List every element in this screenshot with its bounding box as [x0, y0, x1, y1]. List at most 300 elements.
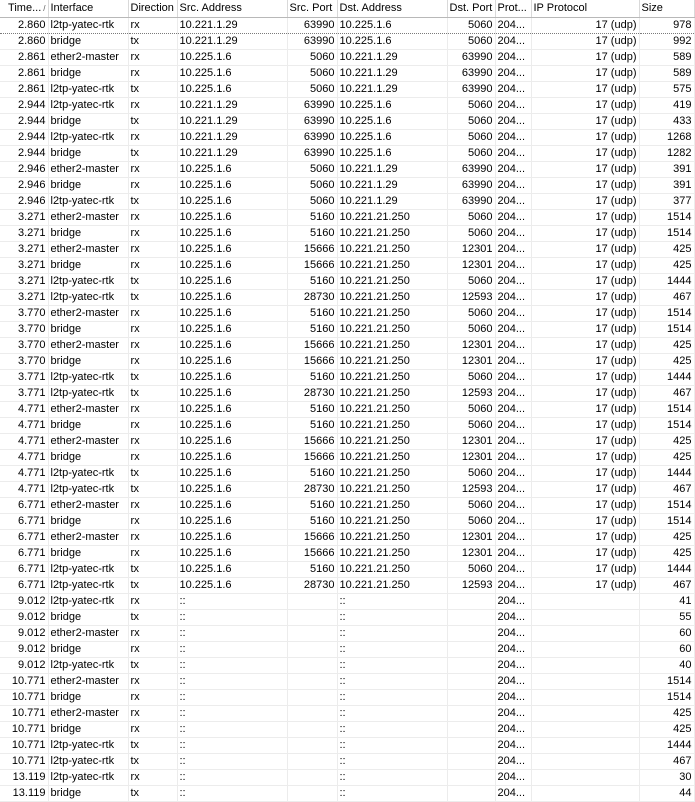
- cell-direction: tx: [128, 34, 177, 50]
- cell-dst-address: 10.221.21.250: [337, 498, 447, 514]
- cell-direction: tx: [128, 274, 177, 290]
- cell-dst-address: ::: [337, 674, 447, 690]
- cell-src-address: ::: [177, 770, 287, 786]
- cell-interface: ether2-master: [48, 210, 128, 226]
- cell-src-address: 10.225.1.6: [177, 242, 287, 258]
- table-row[interactable]: [0, 514, 694, 530]
- cell-direction: rx: [128, 306, 177, 322]
- cell-time: 4.771: [0, 434, 48, 450]
- cell-dst-address: 10.221.21.250: [337, 386, 447, 402]
- cell-src-address: ::: [177, 658, 287, 674]
- cell-ip-protocol: 17 (udp): [531, 402, 639, 418]
- cell-size: 425: [639, 338, 694, 354]
- cell-src-port: 63990: [287, 130, 337, 146]
- table-row[interactable]: [0, 210, 694, 226]
- cell-protocol: 204...: [495, 498, 531, 514]
- cell-src-address: 10.225.1.6: [177, 466, 287, 482]
- cell-time: 6.771: [0, 514, 48, 530]
- cell-protocol: 204...: [495, 50, 531, 66]
- table-row[interactable]: [0, 722, 694, 738]
- cell-protocol: 204...: [495, 786, 531, 802]
- cell-dst-port: 12301: [447, 338, 495, 354]
- table-row[interactable]: [0, 434, 694, 450]
- cell-dst-port: [447, 738, 495, 754]
- cell-direction: tx: [128, 610, 177, 626]
- cell-dst-port: 63990: [447, 178, 495, 194]
- table-row[interactable]: [0, 322, 694, 338]
- cell-src-port: [287, 594, 337, 610]
- column-header-dst-port[interactable]: Dst. Port: [447, 0, 495, 18]
- cell-time: 2.861: [0, 50, 48, 66]
- cell-direction: rx: [128, 210, 177, 226]
- table-row[interactable]: [0, 146, 694, 162]
- cell-size: 425: [639, 530, 694, 546]
- cell-protocol: 204...: [495, 162, 531, 178]
- cell-protocol: 204...: [495, 210, 531, 226]
- cell-ip-protocol: 17 (udp): [531, 562, 639, 578]
- cell-ip-protocol: 17 (udp): [531, 354, 639, 370]
- cell-dst-address: 10.221.1.29: [337, 82, 447, 98]
- cell-dst-port: 5060: [447, 18, 495, 34]
- cell-dst-port: 12593: [447, 578, 495, 594]
- cell-interface: ether2-master: [48, 626, 128, 642]
- cell-time: 10.771: [0, 706, 48, 722]
- cell-interface: l2tp-yatec-rtk: [48, 98, 128, 114]
- cell-src-address: ::: [177, 610, 287, 626]
- cell-ip-protocol: 17 (udp): [531, 130, 639, 146]
- table-row[interactable]: [0, 658, 694, 674]
- table-row[interactable]: [0, 130, 694, 146]
- cell-src-address: 10.225.1.6: [177, 210, 287, 226]
- cell-dst-address: 10.221.21.250: [337, 434, 447, 450]
- cell-time: 4.771: [0, 466, 48, 482]
- cell-direction: rx: [128, 434, 177, 450]
- cell-dst-port: 12301: [447, 434, 495, 450]
- cell-size: 60: [639, 626, 694, 642]
- cell-src-address: 10.225.1.6: [177, 370, 287, 386]
- table-row[interactable]: [0, 786, 694, 802]
- table-row[interactable]: [0, 34, 694, 50]
- column-header-time-label: Time...: [8, 2, 42, 14]
- cell-dst-address: 10.221.21.250: [337, 258, 447, 274]
- cell-interface: ether2-master: [48, 674, 128, 690]
- cell-interface: bridge: [48, 354, 128, 370]
- cell-ip-protocol: [531, 674, 639, 690]
- cell-direction: rx: [128, 706, 177, 722]
- cell-ip-protocol: 17 (udp): [531, 578, 639, 594]
- cell-time: 2.946: [0, 162, 48, 178]
- cell-interface: bridge: [48, 722, 128, 738]
- cell-dst-port: 12301: [447, 530, 495, 546]
- cell-src-port: 28730: [287, 386, 337, 402]
- cell-src-address: 10.225.1.6: [177, 418, 287, 434]
- cell-dst-port: [447, 674, 495, 690]
- cell-ip-protocol: [531, 786, 639, 802]
- packet-rows: [0, 18, 694, 802]
- cell-protocol: 204...: [495, 130, 531, 146]
- table-row[interactable]: [0, 98, 694, 114]
- cell-size: 1444: [639, 738, 694, 754]
- cell-time: 9.012: [0, 642, 48, 658]
- cell-src-port: [287, 642, 337, 658]
- table-row[interactable]: [0, 562, 694, 578]
- cell-protocol: 204...: [495, 642, 531, 658]
- cell-src-port: 5160: [287, 306, 337, 322]
- cell-interface: l2tp-yatec-rtk: [48, 274, 128, 290]
- cell-time: 3.770: [0, 306, 48, 322]
- cell-src-port: [287, 674, 337, 690]
- cell-direction: rx: [128, 242, 177, 258]
- table-row[interactable]: [0, 690, 694, 706]
- column-header-size[interactable]: Size: [639, 0, 694, 18]
- cell-src-address: ::: [177, 594, 287, 610]
- cell-dst-address: ::: [337, 722, 447, 738]
- cell-src-port: 5160: [287, 210, 337, 226]
- cell-dst-address: 10.221.21.250: [337, 322, 447, 338]
- cell-interface: l2tp-yatec-rtk: [48, 194, 128, 210]
- cell-time: 2.861: [0, 82, 48, 98]
- cell-interface: bridge: [48, 546, 128, 562]
- cell-direction: tx: [128, 114, 177, 130]
- table-row[interactable]: [0, 674, 694, 690]
- cell-direction: rx: [128, 130, 177, 146]
- cell-interface: l2tp-yatec-rtk: [48, 770, 128, 786]
- cell-ip-protocol: 17 (udp): [531, 194, 639, 210]
- cell-protocol: 204...: [495, 674, 531, 690]
- cell-ip-protocol: 17 (udp): [531, 338, 639, 354]
- cell-direction: tx: [128, 194, 177, 210]
- cell-dst-address: 10.221.21.250: [337, 354, 447, 370]
- table-row[interactable]: [0, 290, 694, 306]
- cell-protocol: 204...: [495, 722, 531, 738]
- cell-time: 6.771: [0, 530, 48, 546]
- table-row[interactable]: [0, 386, 694, 402]
- cell-dst-address: ::: [337, 690, 447, 706]
- cell-ip-protocol: 17 (udp): [531, 18, 639, 34]
- cell-interface: bridge: [48, 226, 128, 242]
- cell-dst-port: 5060: [447, 418, 495, 434]
- cell-interface: l2tp-yatec-rtk: [48, 738, 128, 754]
- table-row[interactable]: [0, 482, 694, 498]
- cell-src-port: 5060: [287, 178, 337, 194]
- cell-protocol: 204...: [495, 418, 531, 434]
- cell-dst-address: 10.225.1.6: [337, 130, 447, 146]
- cell-src-port: 15666: [287, 338, 337, 354]
- table-row[interactable]: [0, 338, 694, 354]
- table-row[interactable]: [0, 66, 694, 82]
- cell-direction: rx: [128, 642, 177, 658]
- cell-interface: ether2-master: [48, 498, 128, 514]
- cell-src-address: 10.225.1.6: [177, 290, 287, 306]
- cell-src-address: 10.225.1.6: [177, 562, 287, 578]
- table-row[interactable]: [0, 18, 694, 34]
- cell-ip-protocol: 17 (udp): [531, 178, 639, 194]
- cell-src-address: 10.225.1.6: [177, 450, 287, 466]
- column-header-dst-address[interactable]: Dst. Address: [337, 0, 447, 18]
- cell-protocol: 204...: [495, 626, 531, 642]
- cell-direction: rx: [128, 546, 177, 562]
- cell-ip-protocol: [531, 754, 639, 770]
- cell-ip-protocol: 17 (udp): [531, 322, 639, 338]
- cell-size: 391: [639, 178, 694, 194]
- table-row[interactable]: [0, 706, 694, 722]
- cell-dst-address: 10.221.21.250: [337, 370, 447, 386]
- cell-direction: rx: [128, 402, 177, 418]
- cell-src-port: 5160: [287, 370, 337, 386]
- cell-size: 1514: [639, 402, 694, 418]
- cell-direction: rx: [128, 18, 177, 34]
- cell-size: 44: [639, 786, 694, 802]
- cell-dst-port: 12593: [447, 482, 495, 498]
- cell-ip-protocol: 17 (udp): [531, 434, 639, 450]
- table-row[interactable]: [0, 82, 694, 98]
- column-header-interface[interactable]: Interface: [48, 0, 128, 18]
- cell-dst-port: [447, 594, 495, 610]
- table-row[interactable]: [0, 274, 694, 290]
- column-header-protocol[interactable]: Prot...: [495, 0, 531, 18]
- cell-dst-port: 5060: [447, 466, 495, 482]
- cell-protocol: 204...: [495, 322, 531, 338]
- cell-src-address: ::: [177, 738, 287, 754]
- cell-protocol: 204...: [495, 370, 531, 386]
- table-row[interactable]: [0, 162, 694, 178]
- cell-dst-address: 10.221.21.250: [337, 546, 447, 562]
- cell-size: 425: [639, 706, 694, 722]
- cell-protocol: 204...: [495, 242, 531, 258]
- cell-interface: bridge: [48, 146, 128, 162]
- cell-src-port: 5160: [287, 322, 337, 338]
- cell-time: 10.771: [0, 738, 48, 754]
- cell-direction: rx: [128, 690, 177, 706]
- cell-direction: rx: [128, 258, 177, 274]
- table-row[interactable]: [0, 226, 694, 242]
- table-row[interactable]: [0, 370, 694, 386]
- cell-dst-address: 10.221.21.250: [337, 242, 447, 258]
- column-header-src-port[interactable]: Src. Port: [287, 0, 337, 18]
- cell-interface: l2tp-yatec-rtk: [48, 482, 128, 498]
- cell-direction: rx: [128, 338, 177, 354]
- cell-time: 4.771: [0, 482, 48, 498]
- cell-interface: l2tp-yatec-rtk: [48, 754, 128, 770]
- table-row[interactable]: [0, 610, 694, 626]
- cell-size: 55: [639, 610, 694, 626]
- cell-interface: ether2-master: [48, 434, 128, 450]
- cell-dst-port: 12593: [447, 290, 495, 306]
- cell-protocol: 204...: [495, 754, 531, 770]
- cell-src-port: [287, 770, 337, 786]
- cell-src-port: [287, 626, 337, 642]
- cell-size: 1514: [639, 674, 694, 690]
- cell-src-port: 15666: [287, 354, 337, 370]
- cell-size: 1514: [639, 514, 694, 530]
- table-row[interactable]: [0, 770, 694, 786]
- table-row[interactable]: [0, 626, 694, 642]
- cell-size: 467: [639, 386, 694, 402]
- cell-time: 10.771: [0, 754, 48, 770]
- cell-dst-address: ::: [337, 786, 447, 802]
- column-header-src-address[interactable]: Src. Address: [177, 0, 287, 18]
- table-row[interactable]: [0, 402, 694, 418]
- cell-direction: tx: [128, 738, 177, 754]
- cell-size: 589: [639, 66, 694, 82]
- cell-src-address: 10.225.1.6: [177, 498, 287, 514]
- cell-direction: rx: [128, 226, 177, 242]
- cell-protocol: 204...: [495, 354, 531, 370]
- cell-src-address: 10.225.1.6: [177, 82, 287, 98]
- table-row[interactable]: [0, 242, 694, 258]
- cell-size: 425: [639, 434, 694, 450]
- cell-interface: l2tp-yatec-rtk: [48, 386, 128, 402]
- cell-size: 1444: [639, 274, 694, 290]
- cell-interface: bridge: [48, 34, 128, 50]
- cell-direction: rx: [128, 530, 177, 546]
- cell-time: 6.771: [0, 578, 48, 594]
- table-row[interactable]: [0, 306, 694, 322]
- cell-src-address: 10.225.1.6: [177, 306, 287, 322]
- cell-time: 4.771: [0, 402, 48, 418]
- cell-dst-port: 5060: [447, 322, 495, 338]
- cell-protocol: 204...: [495, 226, 531, 242]
- cell-dst-address: 10.225.1.6: [337, 146, 447, 162]
- cell-size: 391: [639, 162, 694, 178]
- table-row[interactable]: [0, 754, 694, 770]
- cell-dst-address: 10.221.21.250: [337, 210, 447, 226]
- cell-src-address: 10.221.1.29: [177, 130, 287, 146]
- cell-dst-address: ::: [337, 642, 447, 658]
- table-row[interactable]: [0, 354, 694, 370]
- cell-src-address: ::: [177, 626, 287, 642]
- cell-src-address: 10.225.1.6: [177, 50, 287, 66]
- cell-direction: tx: [128, 754, 177, 770]
- cell-dst-port: 63990: [447, 162, 495, 178]
- cell-dst-port: [447, 642, 495, 658]
- table-row[interactable]: [0, 418, 694, 434]
- table-row[interactable]: [0, 178, 694, 194]
- table-row[interactable]: [0, 530, 694, 546]
- cell-src-address: 10.225.1.6: [177, 338, 287, 354]
- cell-protocol: 204...: [495, 386, 531, 402]
- cell-time: 9.012: [0, 610, 48, 626]
- cell-direction: tx: [128, 386, 177, 402]
- cell-protocol: 204...: [495, 546, 531, 562]
- cell-src-address: 10.225.1.6: [177, 178, 287, 194]
- cell-size: 377: [639, 194, 694, 210]
- cell-time: 6.771: [0, 498, 48, 514]
- cell-dst-port: [447, 706, 495, 722]
- cell-src-address: ::: [177, 690, 287, 706]
- cell-dst-port: 5060: [447, 402, 495, 418]
- table-row[interactable]: [0, 546, 694, 562]
- cell-protocol: 204...: [495, 562, 531, 578]
- cell-time: 6.771: [0, 546, 48, 562]
- cell-size: 425: [639, 450, 694, 466]
- table-row[interactable]: [0, 50, 694, 66]
- cell-interface: l2tp-yatec-rtk: [48, 658, 128, 674]
- cell-protocol: 204...: [495, 434, 531, 450]
- cell-interface: l2tp-yatec-rtk: [48, 18, 128, 34]
- cell-src-port: [287, 786, 337, 802]
- cell-ip-protocol: 17 (udp): [531, 66, 639, 82]
- cell-interface: ether2-master: [48, 306, 128, 322]
- cell-dst-address: 10.221.21.250: [337, 578, 447, 594]
- cell-dst-port: 5060: [447, 562, 495, 578]
- column-header-row: [0, 0, 694, 18]
- cell-src-address: ::: [177, 706, 287, 722]
- cell-src-address: 10.225.1.6: [177, 482, 287, 498]
- cell-ip-protocol: 17 (udp): [531, 498, 639, 514]
- cell-src-address: 10.221.1.29: [177, 114, 287, 130]
- table-row[interactable]: [0, 594, 694, 610]
- cell-size: 1268: [639, 130, 694, 146]
- cell-interface: bridge: [48, 786, 128, 802]
- cell-direction: rx: [128, 322, 177, 338]
- column-header-direction[interactable]: Direction: [128, 0, 177, 18]
- cell-size: 978: [639, 18, 694, 34]
- cell-time: 4.771: [0, 450, 48, 466]
- table-row[interactable]: [0, 114, 694, 130]
- cell-dst-port: 5060: [447, 370, 495, 386]
- table-row[interactable]: [0, 578, 694, 594]
- table-row[interactable]: [0, 450, 694, 466]
- cell-time: 6.771: [0, 562, 48, 578]
- cell-interface: l2tp-yatec-rtk: [48, 370, 128, 386]
- cell-ip-protocol: 17 (udp): [531, 482, 639, 498]
- table-row[interactable]: [0, 738, 694, 754]
- cell-src-port: 28730: [287, 290, 337, 306]
- cell-protocol: 204...: [495, 530, 531, 546]
- cell-dst-address: 10.221.21.250: [337, 226, 447, 242]
- cell-src-port: 15666: [287, 530, 337, 546]
- cell-direction: rx: [128, 722, 177, 738]
- cell-ip-protocol: [531, 642, 639, 658]
- column-header-time[interactable]: [0, 0, 48, 18]
- cell-protocol: 204...: [495, 338, 531, 354]
- column-header-ip-protocol[interactable]: IP Protocol: [531, 0, 639, 18]
- cell-protocol: 204...: [495, 82, 531, 98]
- cell-time: 4.771: [0, 418, 48, 434]
- cell-src-port: [287, 754, 337, 770]
- cell-interface: bridge: [48, 322, 128, 338]
- cell-src-address: ::: [177, 674, 287, 690]
- cell-interface: bridge: [48, 514, 128, 530]
- table-row[interactable]: [0, 498, 694, 514]
- cell-dst-address: 10.221.1.29: [337, 194, 447, 210]
- cell-src-address: 10.225.1.6: [177, 226, 287, 242]
- cell-dst-address: 10.221.21.250: [337, 338, 447, 354]
- cell-src-address: 10.225.1.6: [177, 274, 287, 290]
- cell-dst-address: 10.221.21.250: [337, 402, 447, 418]
- cell-dst-port: 5060: [447, 514, 495, 530]
- table-row[interactable]: [0, 194, 694, 210]
- table-row[interactable]: [0, 466, 694, 482]
- cell-direction: rx: [128, 162, 177, 178]
- cell-direction: rx: [128, 498, 177, 514]
- cell-time: 2.860: [0, 34, 48, 50]
- table-row[interactable]: [0, 642, 694, 658]
- cell-time: 10.771: [0, 722, 48, 738]
- cell-interface: ether2-master: [48, 402, 128, 418]
- cell-protocol: 204...: [495, 594, 531, 610]
- cell-src-port: 5160: [287, 514, 337, 530]
- cell-protocol: 204...: [495, 178, 531, 194]
- cell-interface: bridge: [48, 66, 128, 82]
- cell-dst-address: 10.225.1.6: [337, 18, 447, 34]
- cell-direction: rx: [128, 178, 177, 194]
- cell-src-address: 10.225.1.6: [177, 194, 287, 210]
- cell-time: 3.770: [0, 322, 48, 338]
- table-row[interactable]: [0, 258, 694, 274]
- cell-src-address: ::: [177, 642, 287, 658]
